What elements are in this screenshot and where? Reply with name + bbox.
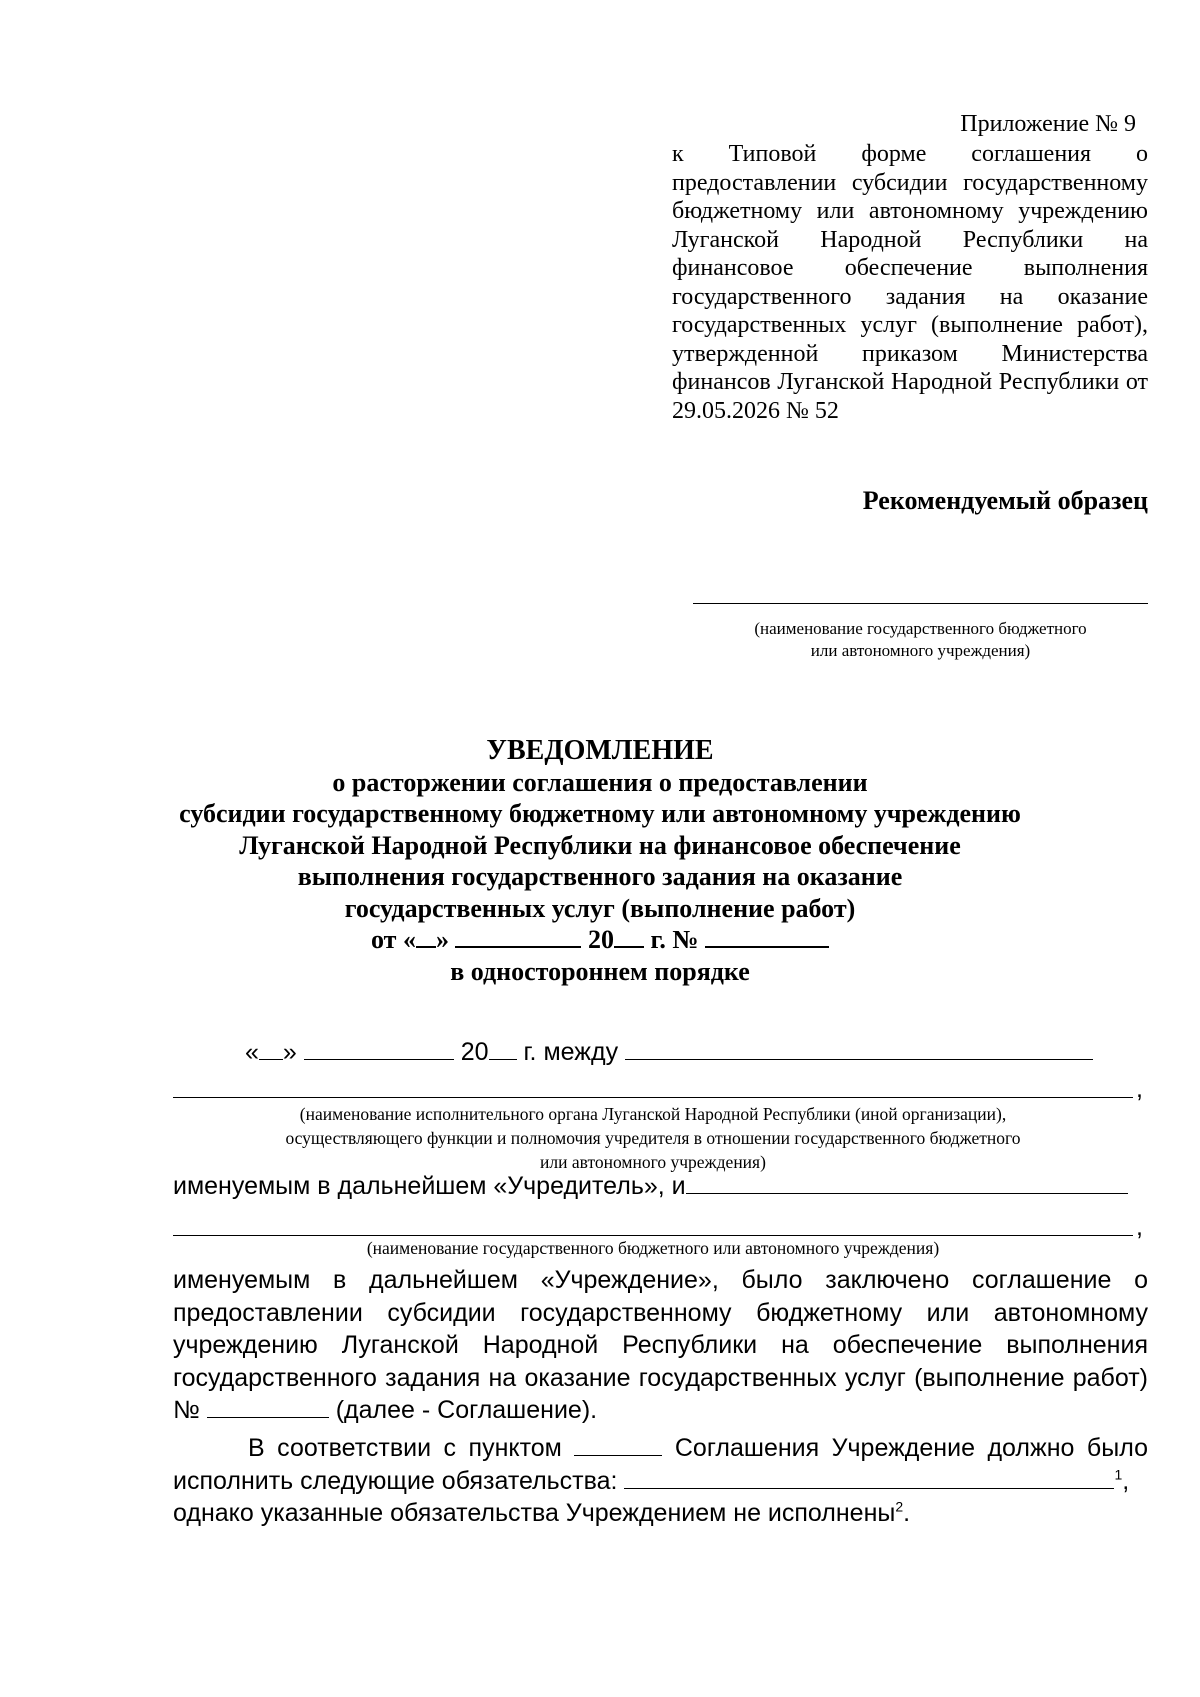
- institution-blank: [686, 1173, 1128, 1194]
- title-year-blank: [614, 926, 644, 948]
- month-blank: [304, 1039, 454, 1060]
- title-number-blank: [705, 926, 829, 948]
- title-line-2: о расторжении соглашения о предоставлении: [332, 767, 868, 797]
- title-day-blank: [416, 926, 436, 948]
- institution-caption: (наименование государственного бюджетного или автономного учреждения): [754, 619, 1087, 660]
- notice-title: [100, 735, 1100, 987]
- founder-named-line: именуемым в дальнейшем «Учредитель», и: [173, 1172, 1148, 1201]
- title-line-1: УВЕДОМЛЕНИЕ: [486, 735, 714, 766]
- appendix-number: Приложение № 9: [960, 111, 1136, 137]
- footnote-1: 1: [1114, 1466, 1123, 1483]
- title-line-6: государственных услуг (выполнение работ): [344, 893, 856, 923]
- title-month-blank: [455, 926, 581, 948]
- founder-name-line: [173, 1097, 1133, 1098]
- agreement-paragraph: именуемым в дальнейшем «Учреждение», было заключено соглашение о предоставлении субсидии государственному бюджетному или автономному учреждению Луганской Народной Республики на обеспечение выполнения государственного задания на оказание государственных услуг (выполнение работ) № (далее - Соглашение).: [173, 1266, 1148, 1424]
- institution-line-comma: ,: [1136, 1213, 1143, 1241]
- title-line-7: от « » 20 г. №: [100, 924, 1100, 956]
- date-line: « » 20 г. между: [245, 1038, 1145, 1067]
- clause-number-blank: [574, 1435, 662, 1456]
- party-blank: [625, 1039, 1093, 1060]
- appendix-text: к Типовой форме соглашения о предоставлении субсидии государственному бюджетному или автономному учреждению Луганской Народной Республики на финансовое обеспечение выполнения государственного задания на оказание государственных услуг (выполнение работ), утвержденной приказом Министерства финансов Луганской Народной Республики от 29.05.2026 № 52: [672, 141, 1148, 424]
- footnote-2: 2: [895, 1498, 904, 1515]
- title-line-4: Луганской Народной Республики на финансовое обеспечение: [239, 830, 961, 860]
- year-blank: [489, 1039, 517, 1060]
- institution-line: [173, 1235, 1133, 1236]
- non-fulfillment-paragraph: однако указанные обязательства Учреждением не исполнены$^2$.: [173, 1498, 911, 1527]
- title-line-3: субсидии государственному бюджетному или автономному учреждению: [179, 799, 1021, 828]
- obligations-paragraph: В соответствии с пунктом Соглашения Учреждение должно было исполнить следующие обязательства: $^1$,: [173, 1434, 1148, 1495]
- institution-name-caption: (наименование государственного бюджетного или автономного учреждения): [366, 1238, 940, 1258]
- recommended-sample-label: Рекомендуемый образец: [862, 486, 1148, 515]
- obligations-blank: [624, 1468, 1114, 1489]
- founder-caption: (наименование исполнительного органа Луганской Народной Республики (иной организации), осуществляющего функции и полномочия учредителя в отношении государственного бюджетного или автономного учреждения): [285, 1104, 1021, 1172]
- title-line-5: выполнения государственного задания на оказание: [297, 862, 903, 891]
- institution-name-line: [693, 603, 1148, 604]
- founder-line-comma: ,: [1136, 1075, 1143, 1103]
- day-blank: [259, 1039, 283, 1060]
- title-line-8: в одностороннем порядке: [450, 956, 750, 986]
- agreement-number-blank: [207, 1397, 329, 1418]
